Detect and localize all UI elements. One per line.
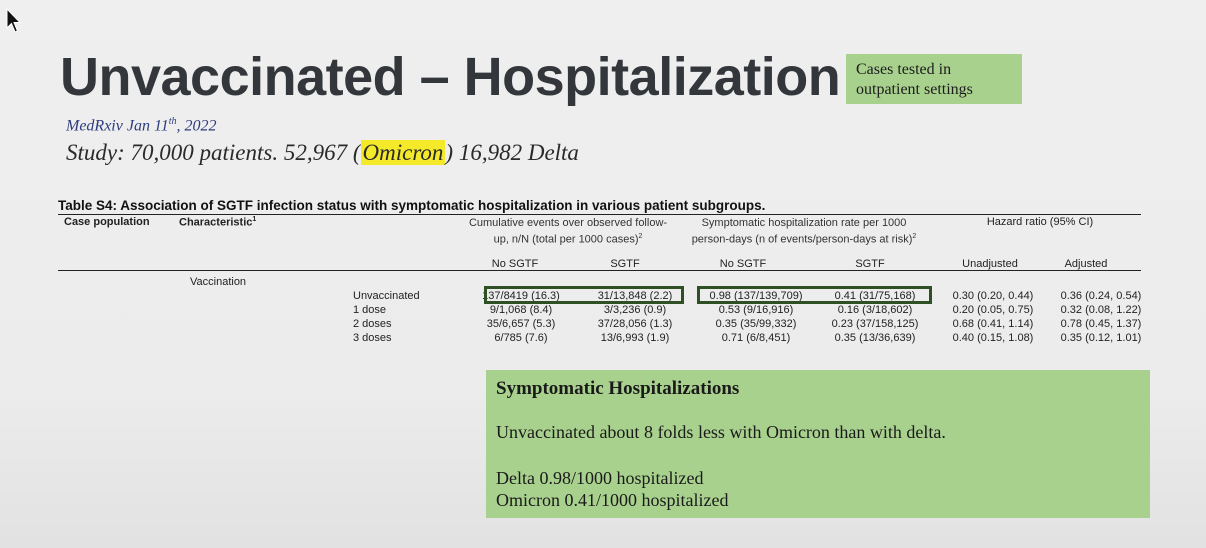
cell-rate-no-sgtf: 0.98 (137/139,709) (709, 290, 803, 302)
cell-rate-sgtf: 0.16 (3/18,602) (837, 304, 913, 316)
cell-rate-sgtf: 0.23 (37/158,125) (831, 318, 919, 330)
mouse-pointer-icon (6, 8, 22, 34)
row-label: Unvaccinated (353, 290, 420, 302)
rate-highlight-box (697, 286, 932, 304)
study-prefix: Study: 70,000 patients. 52,967 ( (66, 140, 361, 165)
cell-hr-adjusted: 0.32 (0.08, 1.22) (1060, 304, 1142, 316)
header-hospitalization-rate (686, 216, 922, 247)
cell-hr-unadjusted: 0.20 (0.05, 0.75) (952, 304, 1034, 316)
subheader-events-no-sgtf: No SGTF (491, 258, 539, 270)
cell-rate-no-sgtf: 0.53 (9/16,916) (718, 304, 794, 316)
summary-line-fold: Unvaccinated about 8 folds less with Omicron than with delta. (496, 422, 946, 442)
summary-line-delta: Delta 0.98/1000 hospitalized (496, 468, 704, 488)
source-suffix: , 2022 (176, 117, 217, 135)
source-superscript: th (168, 116, 177, 127)
summary-heading: Symptomatic Hospitalizations (496, 378, 740, 399)
cell-events-sgtf: 31/13,848 (2.2) (597, 290, 673, 302)
row-label: 2 doses (353, 318, 392, 330)
subheader-adjusted: Adjusted (1064, 258, 1108, 270)
table-top-rule (58, 214, 1141, 215)
cell-events-no-sgtf: 6/785 (7.6) (494, 332, 548, 344)
subheader-unadjusted: Unadjusted (962, 258, 1018, 270)
cell-events-no-sgtf: 137/8419 (16.3) (482, 290, 560, 302)
header-cumulative-events-label: Cumulative events over observed follow-up, n/N (total per 1000 cases) (468, 217, 668, 246)
summary-line-omicron: Omicron 0.41/1000 hospitalized (496, 490, 729, 510)
header-cumulative-events-sup: 2 (638, 233, 643, 240)
subheader-rate-sgtf: SGTF (855, 258, 885, 270)
row-label: 1 dose (353, 304, 387, 316)
cell-hr-adjusted: 0.78 (0.45, 1.37) (1060, 318, 1142, 330)
cell-rate-sgtf: 0.35 (13/36,639) (834, 332, 916, 344)
row-label: 3 doses (353, 332, 392, 344)
slide-title: Unvaccinated – Hospitalization (60, 47, 841, 107)
cell-hr-adjusted: 0.36 (0.24, 0.54) (1060, 290, 1142, 302)
cell-hr-unadjusted: 0.30 (0.20, 0.44) (952, 290, 1034, 302)
header-hospitalization-rate-sup: 2 (912, 233, 917, 240)
cell-rate-no-sgtf: 0.35 (35/99,332) (715, 318, 797, 330)
cell-events-no-sgtf: 35/6,657 (5.3) (486, 318, 556, 330)
study-suffix: ) 16,982 Delta (445, 140, 579, 165)
cell-rate-no-sgtf: 0.71 (6/8,451) (721, 332, 791, 344)
subheader-events-sgtf: SGTF (610, 258, 640, 270)
cell-events-sgtf: 13/6,993 (1.9) (600, 332, 670, 344)
cell-events-sgtf: 37/28,056 (1.3) (597, 318, 673, 330)
header-hospitalization-rate-label: Symptomatic hospitalization rate per 1000 person-days (n of events/person-days at risk) (691, 217, 913, 246)
source-citation (66, 116, 217, 135)
cell-rate-sgtf: 0.41 (31/75,168) (834, 290, 916, 302)
table-header-rule (58, 270, 1141, 271)
section-vaccination: Vaccination (190, 276, 247, 288)
header-characteristic-label: Characteristic (179, 216, 253, 229)
cell-hr-adjusted: 0.35 (0.12, 1.01) (1060, 332, 1142, 344)
cell-hr-unadjusted: 0.40 (0.15, 1.08) (952, 332, 1034, 344)
cell-events-sgtf: 3/3,236 (0.9) (603, 304, 667, 316)
header-characteristic-sup: 1 (252, 216, 257, 223)
cell-hr-unadjusted: 0.68 (0.41, 1.14) (952, 318, 1034, 330)
subheader-rate-no-sgtf: No SGTF (719, 258, 767, 270)
outpatient-note: Cases tested in outpatient settings (846, 54, 1022, 104)
header-characteristic (179, 216, 256, 229)
summary-callout (486, 370, 1150, 518)
cell-events-no-sgtf: 9/1,068 (8.4) (489, 304, 553, 316)
table-title: Table S4: Association of SGTF infection status with symptomatic hospitalization in various patient subgroups. (58, 198, 766, 213)
omicron-highlight: Omicron (362, 140, 444, 165)
header-hazard-ratio: Hazard ratio (95% CI) (986, 216, 1094, 228)
study-summary (66, 140, 579, 166)
header-case-population: Case population (64, 216, 150, 228)
header-cumulative-events (466, 216, 670, 247)
source-prefix: MedRxiv Jan 11 (66, 117, 169, 135)
events-highlight-box (484, 286, 684, 304)
